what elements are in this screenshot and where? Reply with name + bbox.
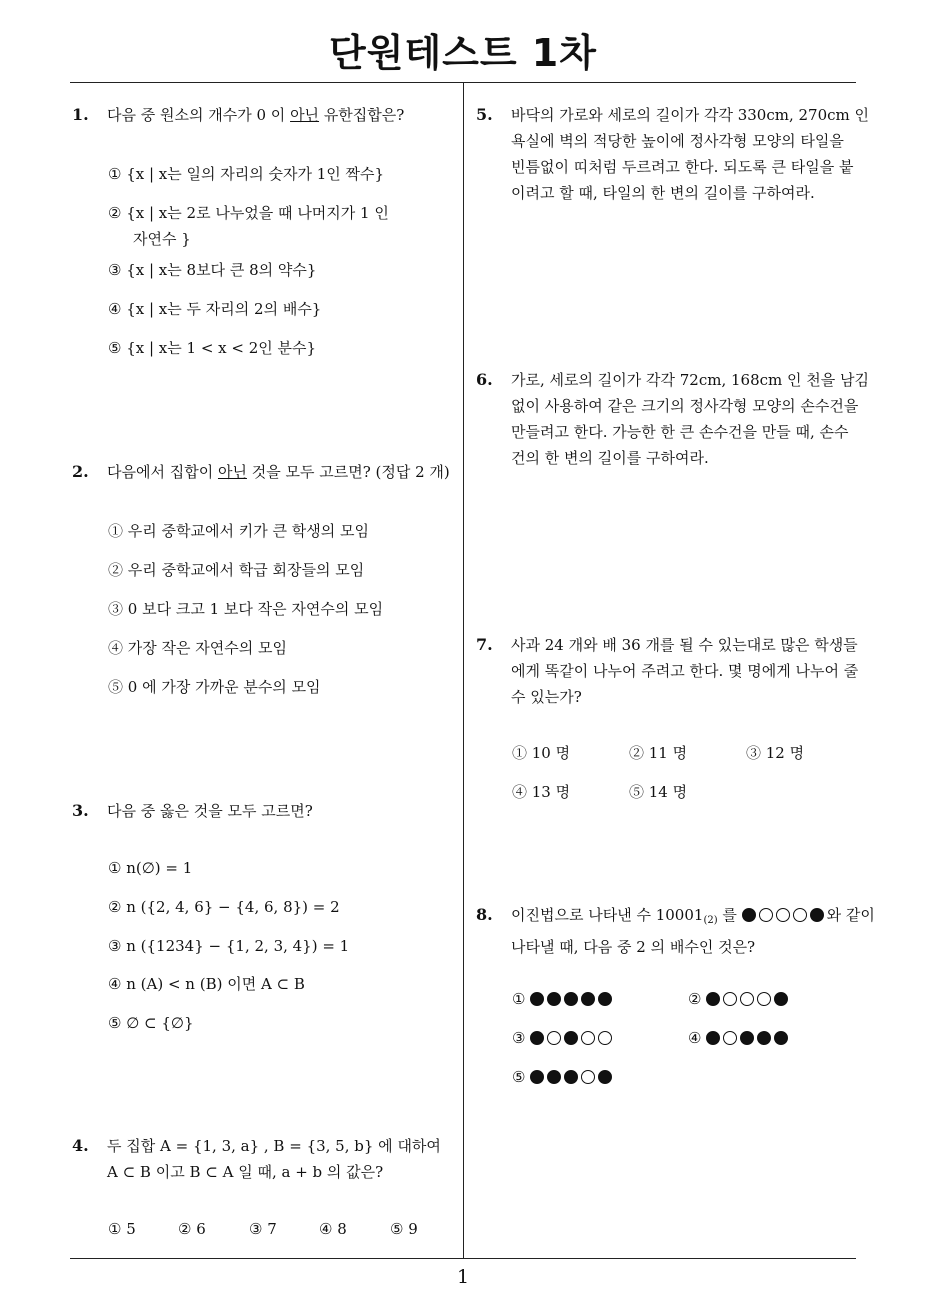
question-text: 두 집합 A = {1, 3, a} , B = {3, 5, b} 에 대하여 A ⊂ B 이고 B ⊂ A 일 때, a + b 의 값은? — [107, 1137, 441, 1181]
filled-circle-icon — [742, 908, 756, 922]
filled-circle-icon — [547, 992, 561, 1006]
q8-option-5[interactable]: ⑤ — [512, 1064, 615, 1090]
empty-circle-icon — [598, 1031, 612, 1045]
question-number: 2. — [72, 462, 89, 481]
empty-circle-icon — [581, 1031, 595, 1045]
q8-option-3[interactable]: ③ — [512, 1025, 615, 1051]
filled-circle-icon — [581, 992, 595, 1006]
empty-circle-icon — [547, 1031, 561, 1045]
binary-dots — [530, 1029, 615, 1047]
q4-option-5[interactable]: ⑤ 9 — [390, 1220, 418, 1238]
filled-circle-icon — [774, 1031, 788, 1045]
filled-circle-icon — [564, 992, 578, 1006]
filled-circle-icon — [740, 1031, 754, 1045]
filled-circle-icon — [598, 1070, 612, 1084]
underlined-word: 아닌 — [217, 463, 247, 481]
empty-circle-icon — [581, 1070, 595, 1084]
q3-option-1[interactable]: ① n(∅) = 1 — [108, 859, 193, 877]
bottom-rule — [70, 1258, 856, 1259]
filled-circle-icon — [564, 1031, 578, 1045]
filled-circle-icon — [547, 1070, 561, 1084]
q3-option-2[interactable]: ② n ({2, 4, 6} − {4, 6, 8}) = 2 — [108, 898, 340, 916]
binary-dots — [706, 1029, 791, 1047]
question-text: 가로, 세로의 길이가 각각 72cm, 168cm 인 천을 남김 없이 사용하여 같은 크기의 정사각형 모양의 손수건을 만들려고 한다. 가능한 한 큰 손수건을 만들 때, 손수 건의 한 변의 길이를 구하여라. — [511, 371, 869, 467]
question-text: 사과 24 개와 배 36 개를 될 수 있는대로 많은 학생들 에게 똑같이 나누어 주려고 한다. 몇 명에게 나누어 줄 수 있는가? — [511, 636, 859, 706]
q4-option-2[interactable]: ② 6 — [178, 1220, 206, 1238]
filled-circle-icon — [598, 992, 612, 1006]
empty-circle-icon — [740, 992, 754, 1006]
question-number: 8. — [476, 905, 493, 924]
q2-option-3[interactable]: ③ 0 보다 크고 1 보다 작은 자연수의 모임 — [108, 600, 384, 618]
q8-option-4[interactable]: ④ — [688, 1025, 791, 1051]
filled-circle-icon — [530, 1031, 544, 1045]
question-text: 바닥의 가로와 세로의 길이가 각각 330cm, 270cm 인 욕실에 벽의 적당한 높이에 정사각형 모양의 타일을 빈틈없이 띠처럼 두르려고 한다. 되도록 큰 타일을 붙 이려고 할 때, 타일의 한 변의 길이를 구하여라. — [511, 106, 870, 202]
q4-option-3[interactable]: ③ 7 — [249, 1220, 277, 1238]
empty-circle-icon — [759, 908, 773, 922]
q1-option-5[interactable]: ⑤ {x | x는 1 < x < 2인 분수} — [108, 339, 317, 357]
filled-circle-icon — [706, 1031, 720, 1045]
empty-circle-icon — [723, 992, 737, 1006]
binary-dots — [706, 990, 791, 1008]
q2-option-2[interactable]: ② 우리 중학교에서 학급 회장들의 모임 — [108, 561, 365, 579]
q1-option-3[interactable]: ③ {x | x는 8보다 큰 8의 약수} — [108, 261, 317, 279]
q7-option-5[interactable]: ⑤ 14 명 — [629, 783, 688, 801]
filled-circle-icon — [810, 908, 824, 922]
q1-option-2-cont: 자연수 } — [133, 230, 191, 248]
page-number: 1 — [456, 1266, 470, 1288]
empty-circle-icon — [793, 908, 807, 922]
question-text: 다음에서 집합이 아닌 것을 모두 고르면? (정답 2 개) — [107, 463, 450, 481]
page-title: 단원테스트 1차 — [329, 31, 597, 75]
filled-circle-icon — [706, 992, 720, 1006]
q4-option-1[interactable]: ① 5 — [108, 1220, 136, 1238]
q7-option-1[interactable]: ① 10 명 — [512, 744, 571, 762]
question-number: 4. — [72, 1136, 89, 1155]
q2-option-5[interactable]: ⑤ 0 에 가장 가까운 분수의 모임 — [108, 678, 321, 696]
q2-option-1[interactable]: ① 우리 중학교에서 키가 큰 학생의 모임 — [108, 522, 369, 540]
q4-option-4[interactable]: ④ 8 — [319, 1220, 347, 1238]
q1-option-2[interactable]: ② {x | x는 2로 나누었을 때 나머지가 1 인 — [108, 204, 389, 222]
question-text: 다음 중 옳은 것을 모두 고르면? — [107, 802, 313, 820]
q1-option-4[interactable]: ④ {x | x는 두 자리의 2의 배수} — [108, 300, 322, 318]
question-number: 7. — [476, 635, 493, 654]
underlined-word: 아닌 — [290, 106, 320, 124]
question-number: 5. — [476, 105, 493, 124]
q3-option-4[interactable]: ④ n (A) < n (B) 이면 A ⊂ B — [108, 975, 305, 993]
filled-circle-icon — [564, 1070, 578, 1084]
q8-option-1[interactable]: ① — [512, 986, 615, 1012]
q7-option-3[interactable]: ③ 12 명 — [746, 744, 805, 762]
filled-circle-icon — [774, 992, 788, 1006]
question-number: 6. — [476, 370, 493, 389]
filled-circle-icon — [530, 1070, 544, 1084]
q7-option-4[interactable]: ④ 13 명 — [512, 783, 571, 801]
binary-dots-example — [742, 906, 827, 924]
q3-option-5[interactable]: ⑤ ∅ ⊂ {∅} — [108, 1014, 194, 1032]
q8-option-2[interactable]: ② — [688, 986, 791, 1012]
q2-option-4[interactable]: ④ 가장 작은 자연수의 모임 — [108, 639, 287, 657]
q3-option-3[interactable]: ③ n ({1234} − {1, 2, 3, 4}) = 1 — [108, 937, 350, 955]
filled-circle-icon — [757, 1031, 771, 1045]
binary-dots — [530, 990, 615, 1008]
empty-circle-icon — [723, 1031, 737, 1045]
filled-circle-icon — [530, 992, 544, 1006]
question-number: 3. — [72, 801, 89, 820]
column-divider — [463, 83, 464, 1259]
q7-option-2[interactable]: ② 11 명 — [629, 744, 688, 762]
question-text: 다음 중 원소의 개수가 0 이 아닌 유한집합은? — [107, 106, 405, 124]
question-text: 이진법으로 나타낸 수 $10001_{(2)}$ 를 와 같이 나타낼 때, 다음 중 2 의 배수인 것은? — [511, 906, 875, 956]
empty-circle-icon — [757, 992, 771, 1006]
question-number: 1. — [72, 105, 89, 124]
empty-circle-icon — [776, 908, 790, 922]
q1-option-1[interactable]: ① {x | x는 일의 자리의 숫자가 1인 짝수} — [108, 165, 385, 183]
binary-dots — [530, 1068, 615, 1086]
